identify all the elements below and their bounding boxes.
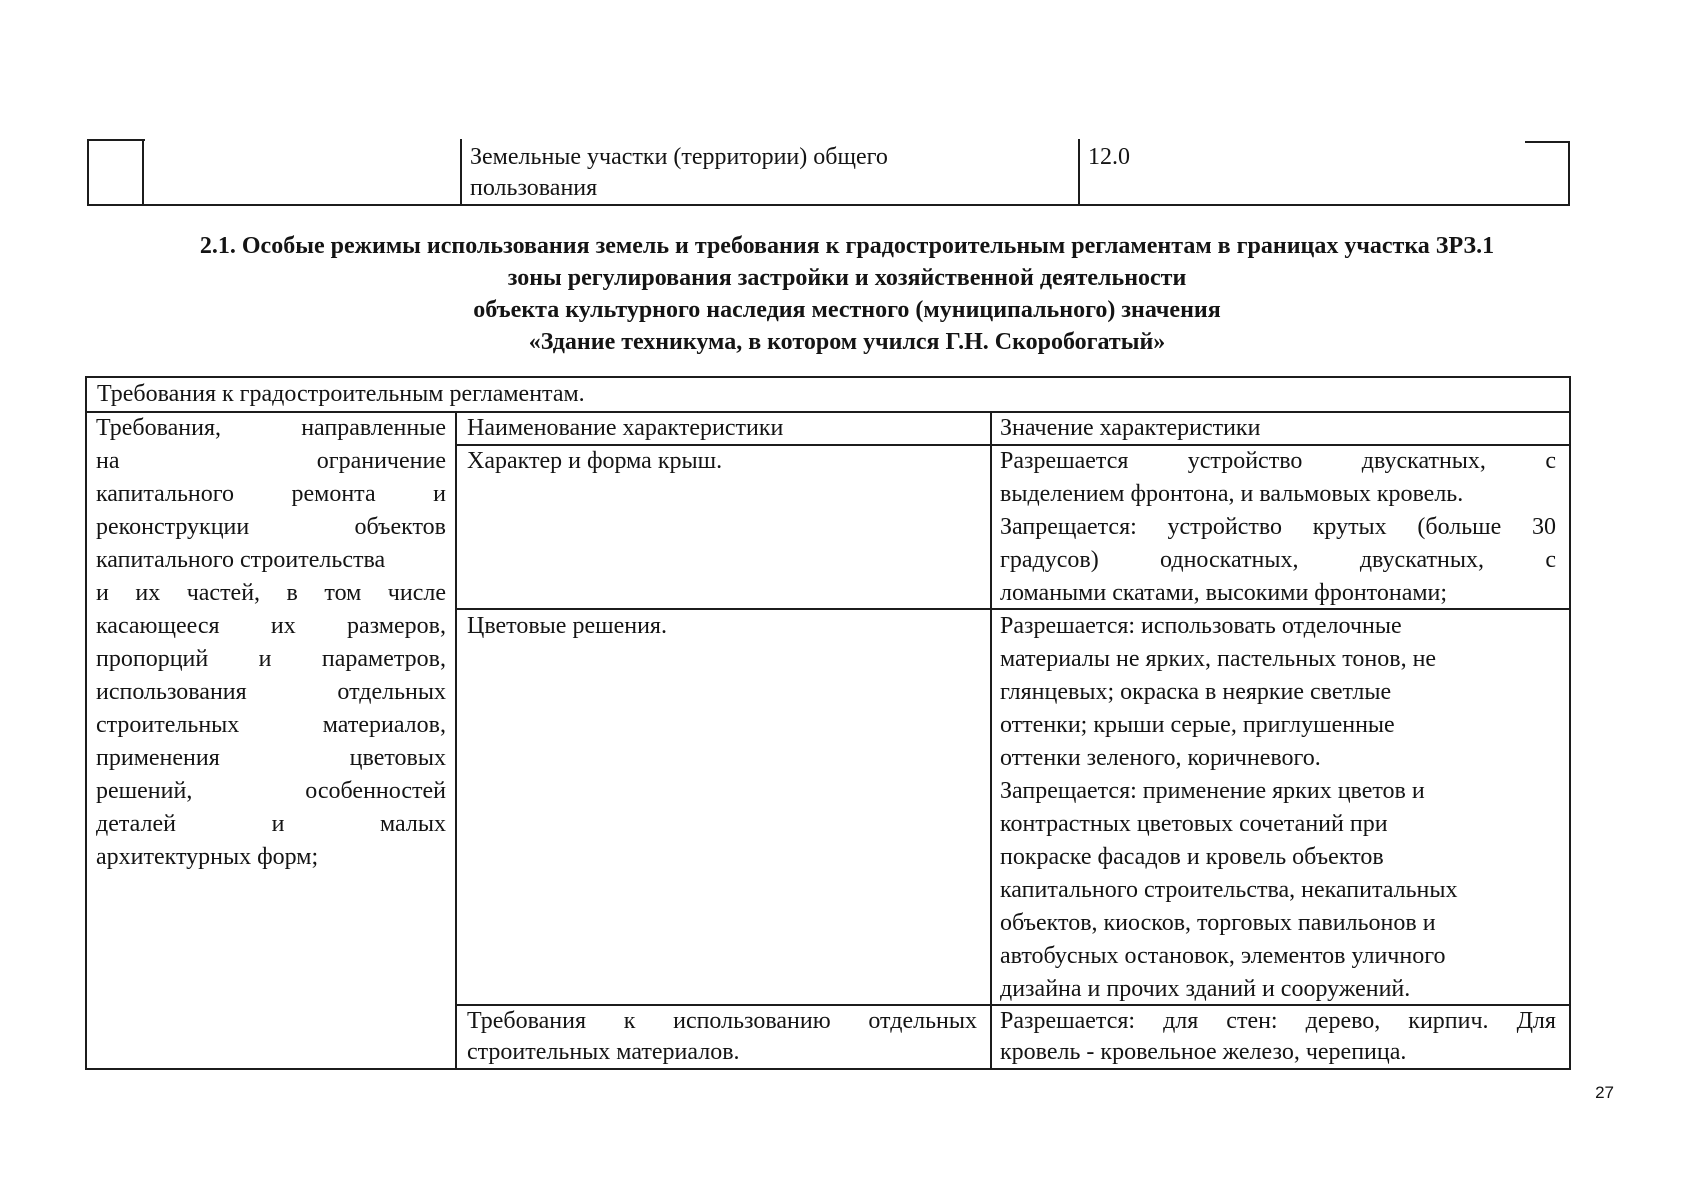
value-line: кровель - кровельное железо, черепица. xyxy=(1000,1039,1407,1065)
top-table-vline-2 xyxy=(142,139,144,206)
section-heading-line-2: зоны регулирования застройки и хозяйственной деятельности xyxy=(507,265,1187,291)
value-line: градусов) односкатных, двускатных, с xyxy=(1000,547,1556,573)
left-cell-line: на ограничение xyxy=(96,448,446,474)
section-heading-line-1: 2.1. Особые режимы использования земель и требования к градостроительным регламентам в границах участка ЗРЗ.1 xyxy=(199,233,1495,259)
section-heading-line-4: «Здание техникума, в котором учился Г.Н. Скоробогатый» xyxy=(528,329,1166,355)
left-cell-line: капитального строительства xyxy=(96,547,386,573)
top-row-code: 12.0 xyxy=(1088,144,1130,170)
value-line: оттенки; крыши серые, приглушенные xyxy=(1000,712,1395,738)
top-row-name xyxy=(470,142,888,204)
row-colors-value xyxy=(1000,610,1457,1006)
left-cell-line: и их частей, в том числе xyxy=(96,580,446,606)
table-left-border xyxy=(85,376,87,1070)
left-cell-line: пропорций и параметров, xyxy=(96,646,446,672)
top-table-top-border-right xyxy=(1525,141,1570,143)
table-col-divider-2 xyxy=(990,411,992,1070)
top-table-top-border-left xyxy=(87,139,145,141)
left-cell-line: архитектурных форм; xyxy=(96,844,319,870)
header-characteristic-name: Наименование характеристики xyxy=(467,415,784,441)
table-bottom-border xyxy=(85,1068,1571,1070)
row-materials-name xyxy=(467,1006,977,1068)
left-cell-line: касающееся их размеров, xyxy=(96,613,446,639)
table-title: Требования к градостроительным регламентам. xyxy=(97,381,585,407)
row-roof-name: Характер и форма крыш. xyxy=(467,448,723,474)
left-cell-line: деталей и малых xyxy=(96,811,446,837)
value-line: капитального строительства, некапитальных xyxy=(1000,877,1458,903)
value-line: Разрешается устройство двускатных, с xyxy=(1000,448,1556,474)
table-col-divider-1 xyxy=(455,411,457,1070)
row-colors-name: Цветовые решения. xyxy=(467,613,667,639)
name-line: строительных материалов. xyxy=(467,1039,740,1065)
header-characteristic-value: Значение характеристики xyxy=(1000,415,1261,441)
value-line: Разрешается: использовать отделочные xyxy=(1000,613,1402,639)
left-cell-line: капитального ремонта и xyxy=(96,481,446,507)
page-number: 27 xyxy=(1595,1083,1614,1102)
value-line: контрастных цветовых сочетаний при xyxy=(1000,811,1388,837)
row-materials-value xyxy=(1000,1006,1556,1068)
left-cell-line: решений, особенностей xyxy=(96,778,446,804)
left-requirements-cell xyxy=(96,412,446,874)
value-line: автобусных остановок, элементов уличного xyxy=(1000,943,1446,969)
value-line: выделением фронтона, и вальмовых кровель. xyxy=(1000,481,1464,507)
value-line: дизайна и прочих зданий и сооружений. xyxy=(1000,976,1411,1002)
value-line: Запрещается: применение ярких цветов и xyxy=(1000,778,1425,804)
left-cell-line: строительных материалов, xyxy=(96,712,446,738)
top-table-vline-3 xyxy=(460,139,462,206)
value-line: объектов, киосков, торговых павильонов и xyxy=(1000,910,1436,936)
value-line: оттенки зеленого, коричневого. xyxy=(1000,745,1321,771)
row-roof-value xyxy=(1000,445,1556,610)
top-row-name-line: Земельные участки (территории) общего xyxy=(470,144,888,170)
section-heading-line-3: объекта культурного наследия местного (муниципального) значения xyxy=(473,297,1221,323)
left-cell-line: Требования, направленные xyxy=(96,415,446,441)
left-cell-line: применения цветовых xyxy=(96,745,446,771)
top-table-vline-1 xyxy=(87,139,89,206)
table-right-border xyxy=(1569,376,1571,1070)
value-line: Разрешается: для стен: дерево, кирпич. Для xyxy=(1000,1008,1556,1034)
name-line: Требования к использованию отдельных xyxy=(467,1008,977,1034)
value-line: Запрещается: устройство крутых (больше 30 xyxy=(1000,514,1556,540)
value-line: глянцевых; окраска в неяркие светлые xyxy=(1000,679,1392,705)
top-table-vline-5 xyxy=(1568,141,1570,206)
left-cell-line: реконструкции объектов xyxy=(96,514,446,540)
top-row-name-line: пользования xyxy=(470,175,598,201)
left-cell-line: использования отдельных xyxy=(96,679,446,705)
value-line: материалы не ярких, пастельных тонов, не xyxy=(1000,646,1437,672)
value-line: ломаными скатами, высокими фронтонами; xyxy=(1000,580,1448,606)
top-table-vline-4 xyxy=(1078,139,1080,206)
top-table-bottom-border xyxy=(87,204,1570,206)
value-line: покраске фасадов и кровель объектов xyxy=(1000,844,1384,870)
